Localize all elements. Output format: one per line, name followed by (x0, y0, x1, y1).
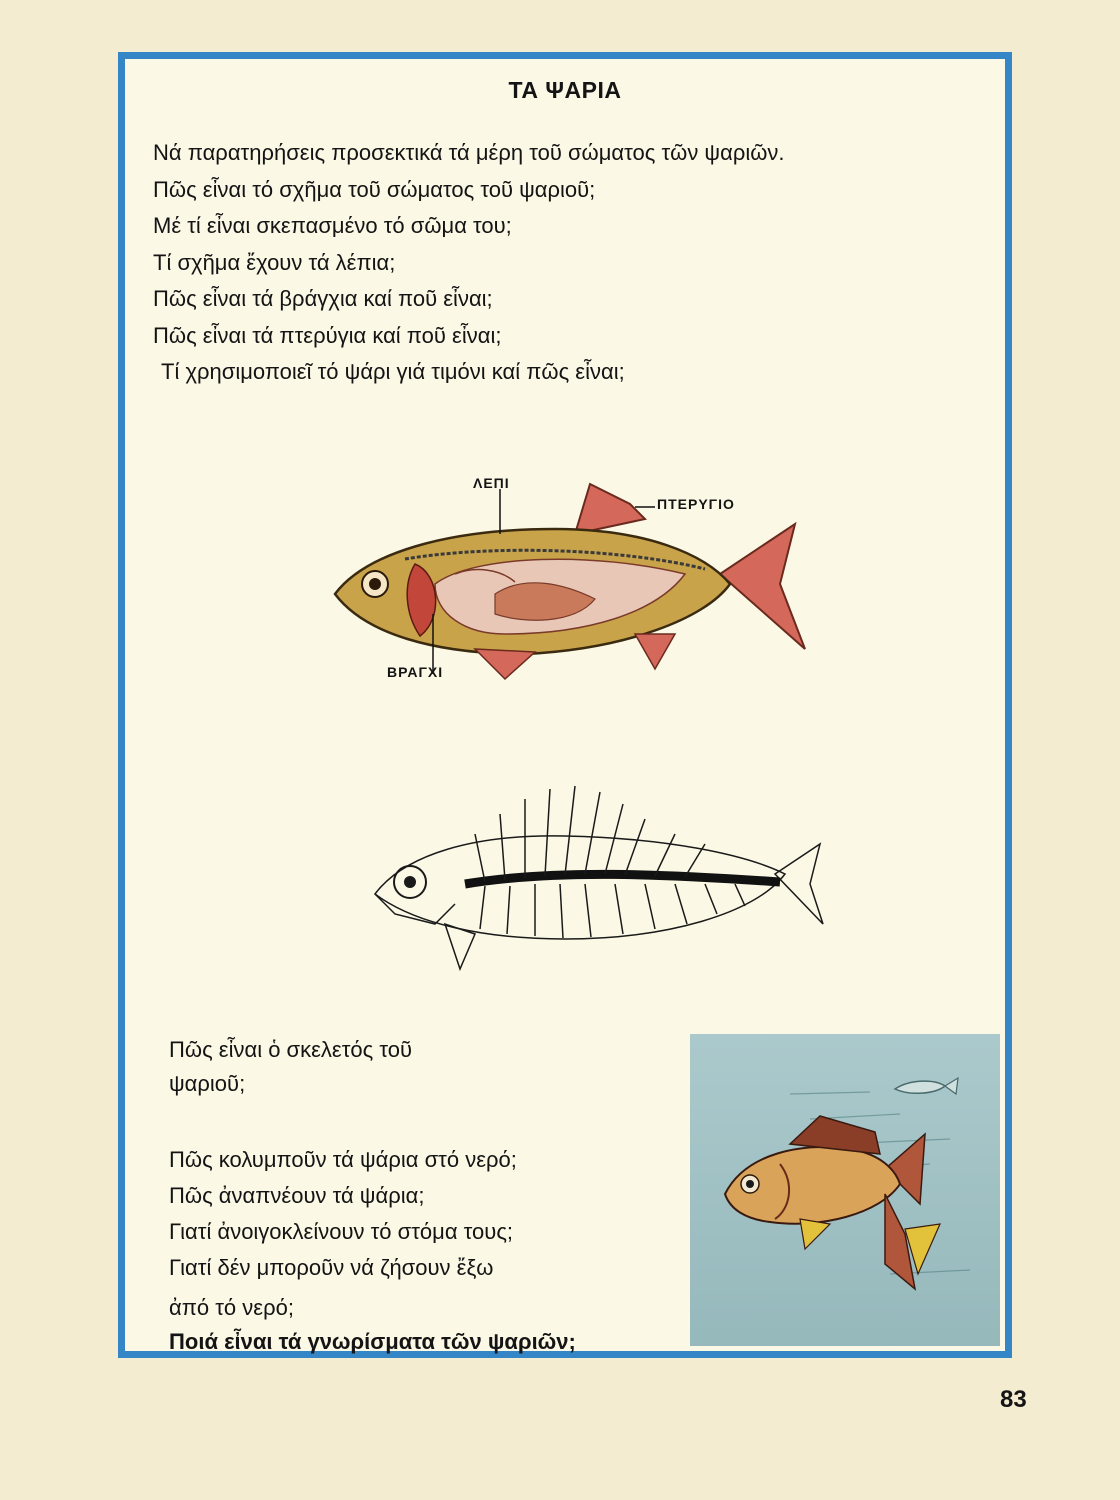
bottom-question-line: ἀπό τό νερό; (169, 1295, 294, 1320)
question-line: Νά παρατηρήσεις προσεκτικά τά μέρη τοῦ σώματος τῶν ψαριῶν. (153, 140, 785, 165)
question-line: Πῶς εἶναι τά πτερύγια καί ποῦ εἶναι; (153, 322, 502, 348)
final-question: Ποιά εἶναι τά γνωρίσματα τῶν ψαριῶν; (169, 1329, 576, 1354)
page-title: ΤΑ ΨΑΡΙΑ (508, 77, 622, 103)
question-line: Μέ τί εἶναι σκεπασμένο τό σῶμα του; (153, 213, 512, 238)
bottom-question-line: Πῶς εἶναι ὁ σκελετός τοῦ (169, 1037, 413, 1062)
content-frame (118, 52, 1012, 1358)
bottom-question-line: Πῶς κολυμποῦν τά ψάρια στό νερό; (169, 1147, 517, 1172)
bottom-question-line: Γιατί δέν μποροῦν νά ζήσουν ἔξω (169, 1255, 494, 1280)
question-line: Τί σχῆμα ἔχουν τά λέπια; (153, 249, 396, 275)
question-list (153, 135, 1003, 391)
swimming-fish-illustration (690, 1034, 1000, 1346)
bottom-question-line: Πῶς ἀναπνέουν τά ψάρια; (169, 1183, 425, 1208)
question-line: Πῶς εἶναι τό σχῆμα τοῦ σώματος τοῦ ψαριοῦ; (153, 176, 596, 202)
question-line: Τί χρησιμοποιεῖ τό ψάρι γιά τιμόνι καί πῶς εἶναι; (161, 359, 625, 384)
label-scale: ΛΕΠΙ (473, 475, 510, 491)
bottom-question-line: ψαριοῦ; (169, 1071, 246, 1096)
question-line: Πῶς εἶναι τά βράγχια καί ποῦ εἶναι; (153, 286, 493, 311)
label-fin: ΠΤΕΡΥΓΙΟ (657, 496, 735, 512)
fish-skeleton-drawing (365, 774, 825, 984)
page-number: 83 (1000, 1386, 1027, 1413)
fish-anatomy-diagram (325, 474, 845, 694)
bottom-question-line: Γιατί ἀνοιγοκλείνουν τό στόμα τους; (169, 1219, 514, 1244)
label-gill: ΒΡΑΓΧΙ (387, 664, 444, 680)
